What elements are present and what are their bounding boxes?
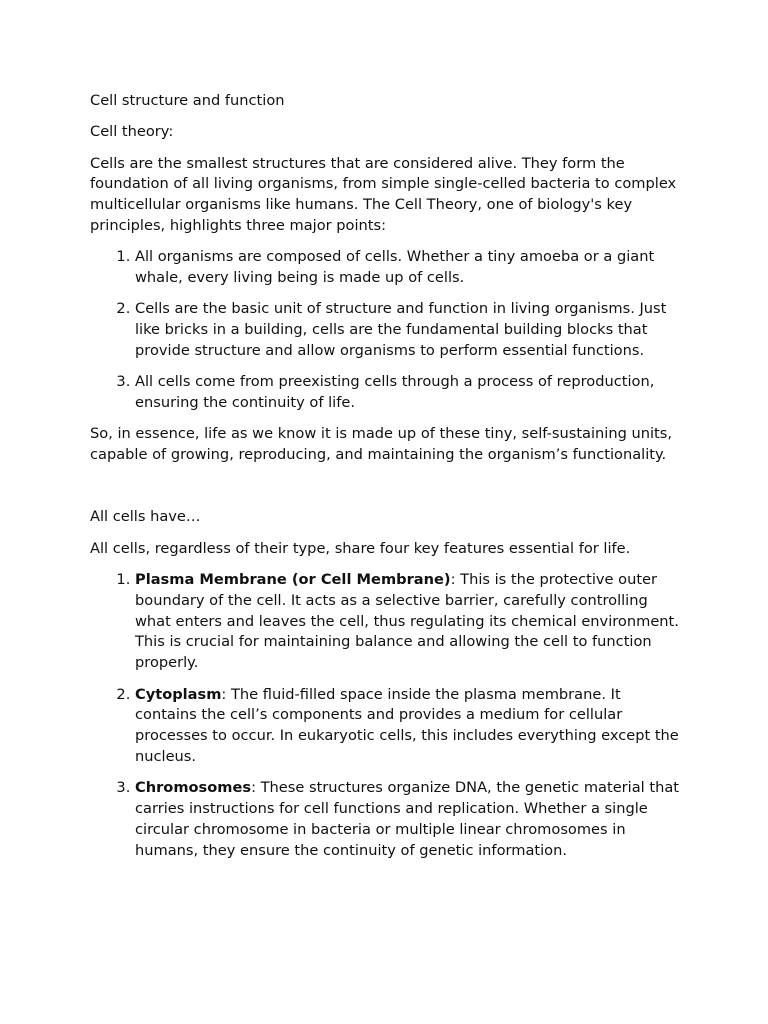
cell-theory-point-1: 1. All organisms are composed of cells. Whether a tiny amoeba or a giant whale, every living being is made up of cells. [135, 247, 680, 289]
blank-line [90, 476, 680, 507]
feature-cytoplasm [135, 685, 680, 768]
document-title: Cell structure and function [90, 92, 285, 109]
feature-term: Chromosomes [135, 779, 252, 797]
feature-chromosomes [135, 778, 680, 861]
cell-theory-point-3: 3. All cells come from preexisting cells through a process of reproduction, ensuring the continuity of life. [135, 372, 680, 414]
cell-theory-summary: So, in essence, life as we know it is made up of these tiny, self-sustaining units, capable of growing, reproducing, and maintaining the organism’s functionality. [90, 425, 673, 464]
cell-theory-list [90, 247, 680, 414]
all-cells-heading: All cells have… [90, 508, 201, 526]
document-page [90, 91, 680, 872]
cell-theory-point-2: 2. Cells are the basic unit of structure and function in living organisms. Just like bricks in a building, cells are the fundamental building blocks that provide structure and allow organisms to perform essential functions. [135, 299, 680, 361]
feature-term: Cytoplasm [135, 685, 222, 703]
cell-features-list [90, 570, 680, 861]
feature-term: Plasma Membrane (or Cell Membrane) [135, 571, 451, 589]
feature-description: : This is the protective outer boundary of the cell. It acts as a selective barrier, carefully controlling what enters and leaves the cell, thus regulating its chemical environment. This is crucial for maintaining balance and allowing the cell to function properly. [135, 571, 679, 672]
feature-plasma-membrane [135, 570, 680, 674]
cell-theory-intro: Cells are the smallest structures that are considered alive. They form the foundation of all living organisms, from simple single-celled bacteria to complex multicellular organisms like humans. The Cell Theory, one of biology's key principles, highlights three major points: [90, 154, 677, 234]
feature-description: : The fluid-filled space inside the plasma membrane. It contains the cell’s components and provides a medium for cellular processes to occur. In eukaryotic cells, this includes everything except the nucleus. [135, 685, 679, 765]
all-cells-intro: All cells, regardless of their type, share four key features essential for life. [90, 539, 631, 557]
cell-theory-heading: Cell theory: [90, 123, 174, 141]
feature-description: : These structures organize DNA, the genetic material that carries instructions for cell functions and replication. Whether a single circular chromosome in bacteria or multiple linear chromosomes in humans, they ensure the continuity of genetic information. [135, 779, 680, 859]
